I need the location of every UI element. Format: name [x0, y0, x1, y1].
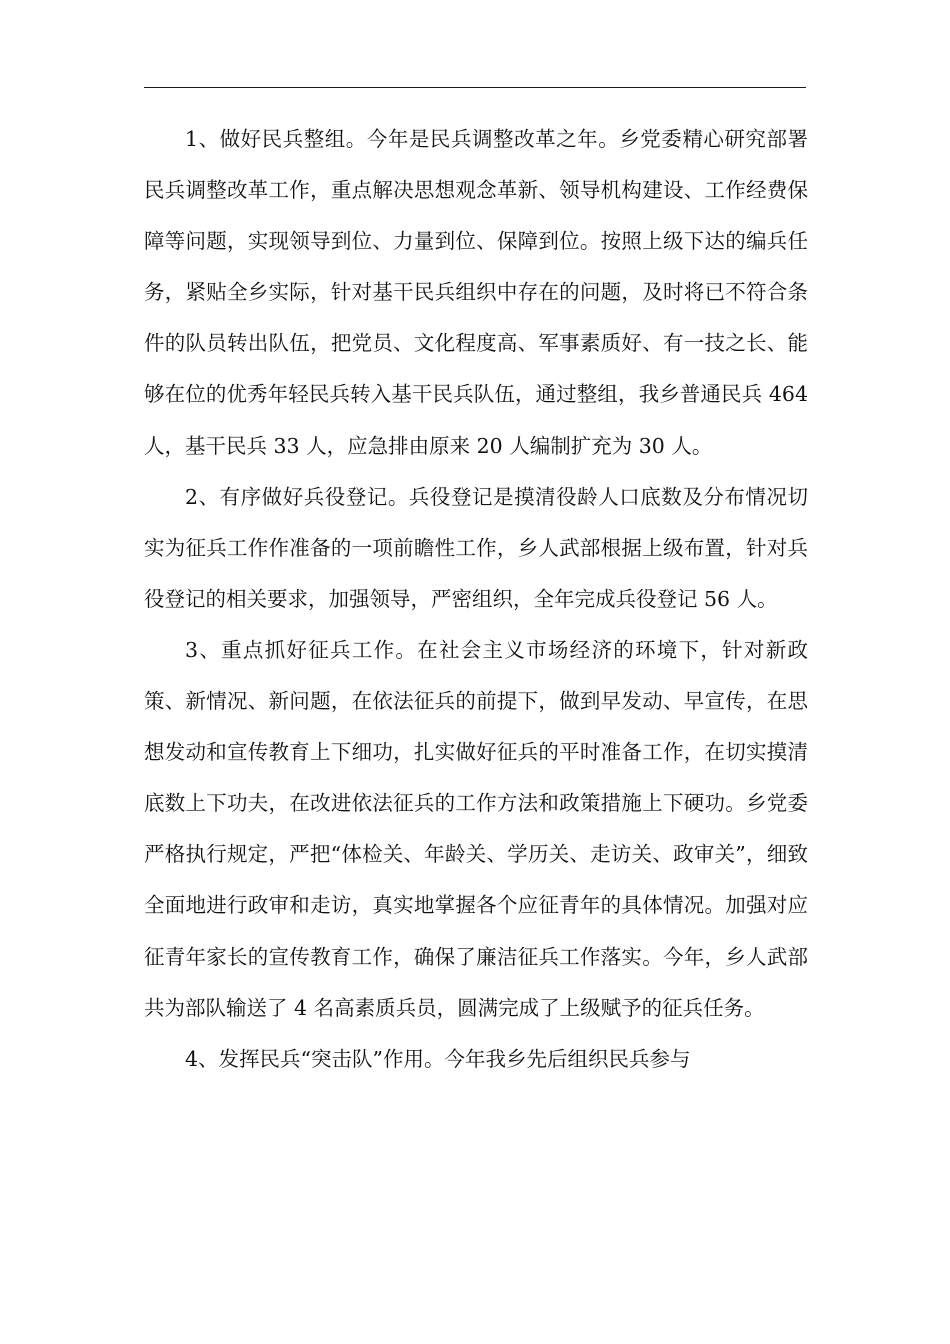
header-rule: [144, 87, 806, 88]
document-body: [144, 114, 808, 1085]
paragraph-militia-shock-team: 4、发挥民兵“突击队”作用。今年我乡先后组织民兵参与: [185, 1046, 691, 1071]
paragraph-military-registration: 2、有序做好兵役登记。兵役登记是摸清役龄人口底数及分布情况切实为征兵工作作准备的一项前瞻性工作，乡人武部根据上级布置，针对兵役登记的相关要求，加强领导，严密组织，全年完成兵役登记 56 人。: [144, 484, 808, 611]
paragraph-conscription-work: 3、重点抓好征兵工作。在社会主义市场经济的环境下，针对新政策、新情况、新问题，在依法征兵的前提下，做到早发动、早宣传，在思想发动和宣传教育上下细功，扎实做好征兵的平时准备工作，在切实摸清底数上下功夫，在改进依法征兵的工作方法和政策措施上下硬功。乡党委严格执行规定，严把“体检关、年龄关、学历关、走访关、政审关”，细致全面地进行政审和走访，真实地掌握各个应征青年的具体情况。加强对应征青年家长的宣传教育工作，确保了廉洁征兵工作落实。今年，乡人武部共为部队输送了 4 名高素质兵员，圆满完成了上级赋予的征兵任务。: [144, 637, 808, 1020]
paragraph-militia-reorganization: 1、做好民兵整组。今年是民兵调整改革之年。乡党委精心研究部署民兵调整改革工作，重点解决思想观念革新、领导机构建设、工作经费保障等问题，实现领导到位、力量到位、保障到位。按照上级下达的编兵任务，紧贴全乡实际，针对基干民兵组织中存在的问题，及时将已不符合条件的队员转出队伍，把党员、文化程度高、军事素质好、有一技之长、能够在位的优秀年轻民兵转入基干民兵队伍，通过整组，我乡普通民兵 464 人，基干民兵 33 人，应急排由原来 20 人编制扩充为 30 人。: [144, 127, 808, 458]
